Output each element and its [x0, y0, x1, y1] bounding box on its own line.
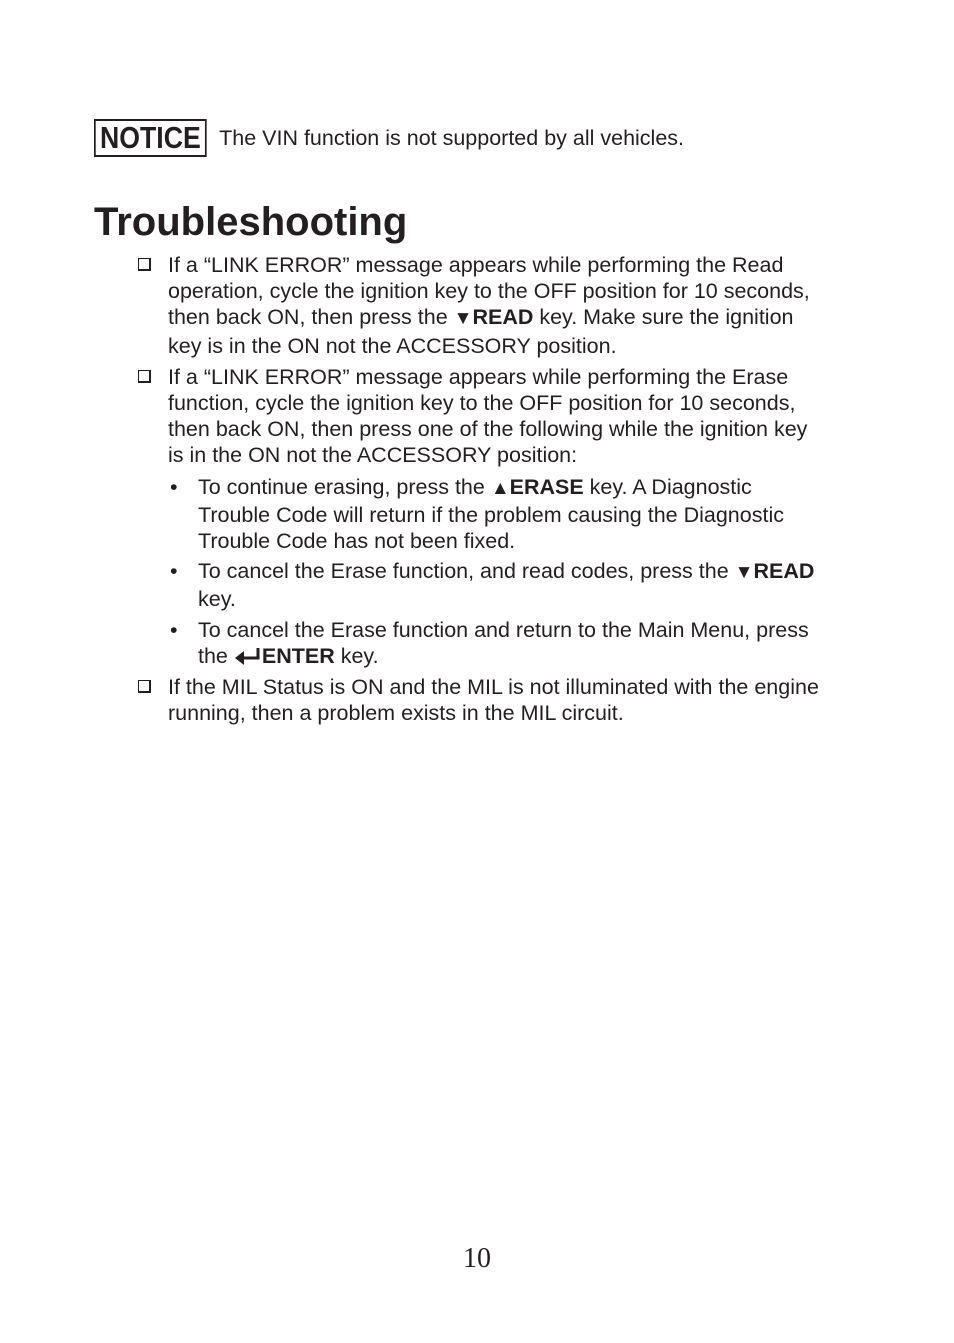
- list-item: [137, 252, 827, 359]
- list-item: [137, 674, 827, 726]
- sub-item-text-before: To cancel the Erase function and return to the Main Menu, press the: [198, 617, 809, 668]
- sub-item-text-after: key.: [198, 587, 236, 612]
- key-label: ERASE: [509, 474, 584, 499]
- up-triangle-icon: ▲: [490, 477, 510, 499]
- sub-list-item: [168, 558, 827, 612]
- key-label: ENTER: [261, 643, 335, 668]
- item-text-before: If a “LINK ERROR” message appears while performing the Read operation, cycle the ignition key to the OFF position for 10 seconds, then back ON, then press the: [168, 253, 810, 330]
- section-title: Troubleshooting: [94, 200, 408, 244]
- sub-list-item: [168, 617, 827, 669]
- checkbox-bullet-icon: [138, 258, 150, 270]
- item-text: If a “LINK ERROR” message appears while performing the Erase function, cycle the ignition key to the OFF position for 10 seconds, then back ON, then press one of the following while the ignition key is in the ON not the ACCESSORY position:: [168, 364, 808, 468]
- page-number: 10: [463, 1243, 491, 1274]
- bullet-icon: •: [170, 617, 178, 642]
- sub-item-text-before: To continue erasing, press the: [198, 474, 491, 499]
- enter-arrow-icon: [234, 647, 262, 665]
- sub-list: [168, 474, 827, 669]
- down-triangle-icon: ▼: [734, 562, 754, 584]
- sub-item-text-before: To cancel the Erase function, and read codes, press the: [198, 559, 735, 584]
- bullet-icon: •: [170, 559, 178, 584]
- notice-row: [94, 119, 684, 157]
- checkbox-bullet-icon: [138, 680, 150, 692]
- bullet-icon: •: [170, 474, 178, 499]
- item-text: If the MIL Status is ON and the MIL is not illuminated with the engine running, then a problem exists in the MIL circuit.: [168, 675, 819, 726]
- troubleshooting-list: [137, 252, 827, 731]
- notice-text: The VIN function is not supported by all vehicles.: [219, 126, 685, 150]
- item-text-after: key. Make sure the ignition key is in the ON not the ACCESSORY position.: [168, 305, 794, 358]
- list-item: [137, 364, 827, 669]
- sub-list-item: [168, 474, 827, 555]
- sub-item-text-after: key. A Diagnostic Trouble Code will return if the problem causing the Diagnostic Trouble Code has not been fixed.: [198, 474, 784, 554]
- key-label: READ: [472, 305, 534, 330]
- notice-badge: NOTICE: [94, 119, 207, 157]
- key-label: READ: [753, 559, 815, 584]
- down-triangle-icon: ▼: [453, 308, 473, 330]
- checkbox-bullet-icon: [138, 370, 150, 382]
- sub-item-text-after: key.: [334, 643, 379, 668]
